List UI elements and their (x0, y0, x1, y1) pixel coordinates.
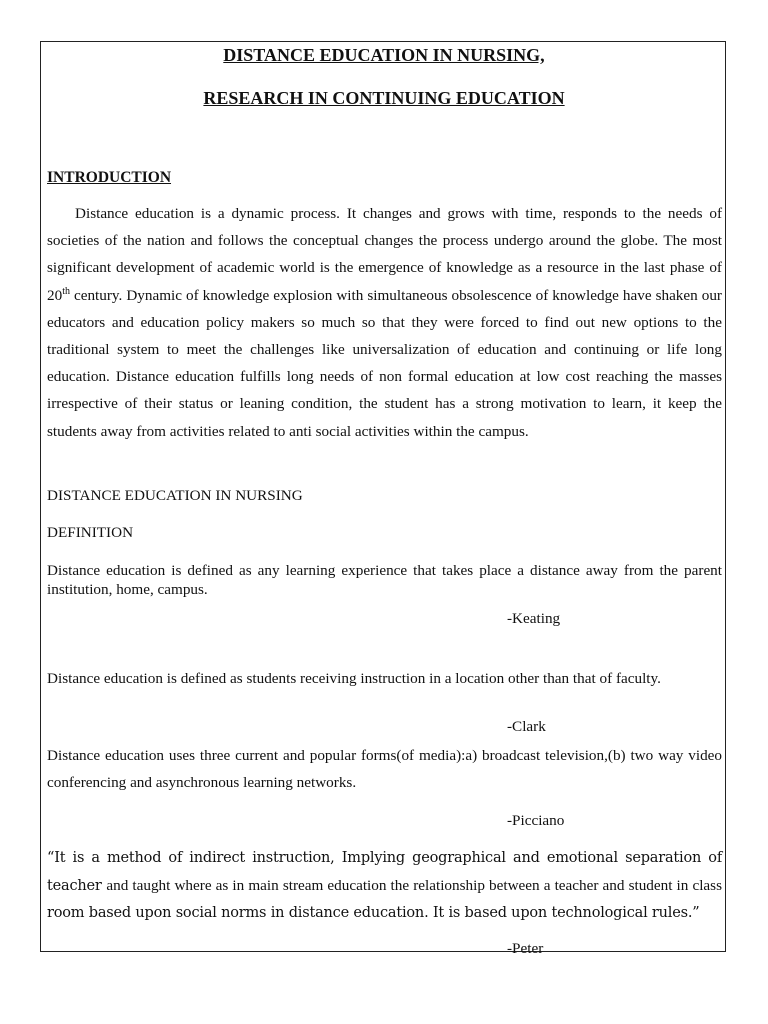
definition-keating-author: -Keating (507, 610, 561, 627)
intro-superscript: th (62, 285, 70, 297)
intro-text-part1: Distance education is a dynamic process. It changes and grows with time, responds to the needs of societies of the nation and follows the conceptual changes the process undergo around the globe. The most significant development of academic world is the emergence of knowledge as a resource in the last phase of 20 (47, 205, 722, 304)
quote-line1: “It is a method of indirect instruction, Implying geographical and emotional separation of teacher (47, 850, 722, 894)
definition-peter-quote (47, 845, 722, 927)
doc-title-line2: RESEARCH IN CONTINUING EDUCATION (203, 88, 565, 108)
doc-title-line1: DISTANCE EDUCATION IN NURSING, (223, 45, 545, 65)
introduction-heading: INTRODUCTION (47, 169, 172, 186)
introduction-paragraph (47, 200, 722, 445)
definition-clark-author: -Clark (507, 718, 546, 735)
definition-picciano-text: Distance education uses three current and popular forms(of media):a) broadcast television,(b) two way video conferencing and asynchronous learning networks. (47, 747, 722, 792)
definition-keating-text: Distance education is defined as any learning experience that takes place a distance away from the parent institution, home, campus. (47, 562, 722, 598)
definition-peter-author: -Peter (507, 940, 544, 957)
quote-line2: and taught where as in main stream education the relationship between a teacher and student in class (106, 877, 722, 894)
document-page (40, 41, 726, 957)
definition-picciano-author: -Picciano (507, 812, 565, 829)
definition-heading: DEFINITION (47, 524, 134, 541)
section-heading: DISTANCE EDUCATION IN NURSING (47, 487, 303, 504)
intro-text-part2: century. Dynamic of knowledge explosion with simultaneous obsolescence of knowledge have shaken our educators and education policy makers so much so that they were forced to find out new options to the traditional system to meet the challenges like universalization of education and continuing or life long education. Distance education fulfills long needs of non formal education at low cost reaching the masses irrespective of their status or leaning condition, the student has a strong motivation to learn, it keep the students away from activities related to anti social activities within the campus. (47, 286, 722, 440)
definition-clark-text: Distance education is defined as students receiving instruction in a location other than that of faculty. (47, 670, 661, 687)
quote-line3: room based upon social norms in distance education. It is based upon technological rules.” (47, 905, 700, 921)
